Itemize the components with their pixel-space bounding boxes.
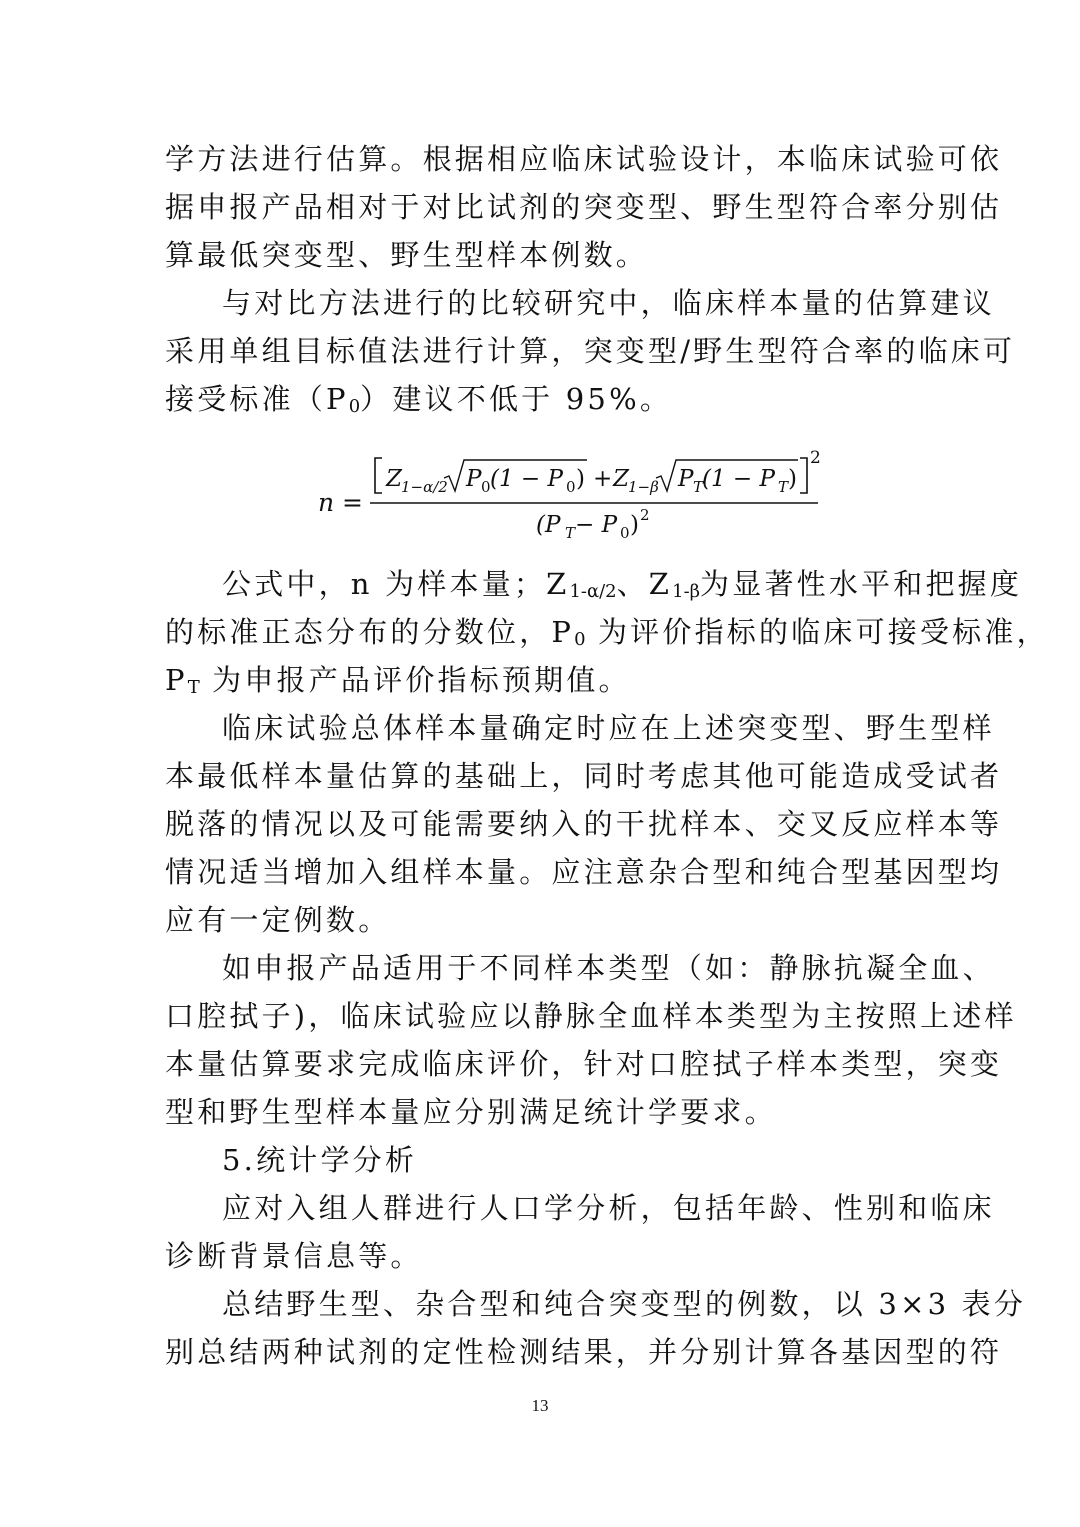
formula-exponent: 2 (810, 448, 821, 468)
page-number: 13 (531, 1396, 549, 1415)
text-line: 别总结两种试剂的定性检测结果，并分别计算各基因型的符 (165, 1335, 1003, 1369)
sample-size-formula (310, 440, 830, 550)
text-line: 本量估算要求完成临床评价，针对口腔拭子样本类型，突变 (165, 1047, 1003, 1081)
text-line: 据申报产品相对于对比试剂的突变型、野生型符合率分别估 (165, 190, 1003, 224)
text-line: 口腔拭子)，临床试验应以静脉全血样本类型为主按照上述样 (165, 999, 1017, 1033)
denominator-sub1: T (565, 524, 576, 542)
text-line-formula-note-3: $P_T$ 为申报产品评价指标预期值。 (165, 663, 631, 698)
root2-rest: (1 − P (702, 466, 775, 492)
plus-sign: + (593, 466, 613, 492)
left-bracket (375, 458, 382, 493)
denominator-open: (P (536, 512, 561, 538)
denominator-mid: − P (575, 512, 618, 538)
denominator-exp: 2 (640, 506, 650, 524)
root2-close: ) (788, 466, 797, 492)
z2: Z (613, 466, 629, 492)
text-line-formula-note-2: 的标准正态分布的分数位，$P_0$ 为评价指标的临床可接受标准， (165, 615, 1049, 650)
text-line: 本最低样本量估算的基础上，同时考虑其他可能造成受试者 (165, 759, 1003, 793)
section-heading: 5.统计学分析 (222, 1143, 418, 1177)
text-line: 临床试验总体样本量确定时应在上述突变型、野生型样 (222, 711, 995, 745)
denominator-close: ) (630, 512, 639, 538)
root1-rest: (1 − P (490, 466, 563, 492)
formula-lhs: n = (318, 488, 363, 517)
text-line: 采用单组目标值法进行计算，突变型/野生型符合率的临床可 (165, 334, 1016, 368)
text-line: 应有一定例数。 (165, 903, 391, 937)
right-bracket (800, 458, 807, 493)
root1-close: ) (576, 466, 585, 492)
text-line: 学方法进行估算。根据相应临床试验设计，本临床试验可依 (165, 142, 1003, 176)
text-line-p0-standard: 接受标准$(P_0)$建议不低于 95%。 (165, 382, 673, 417)
root1-rest-sub: 0 (566, 478, 576, 496)
root1-sub: 0 (481, 478, 491, 496)
z2-sub: 1−β (628, 478, 659, 496)
root1-p: P (466, 466, 482, 492)
z1: Z (386, 466, 402, 492)
text-line: 脱落的情况以及可能需要纳入的干扰样本、交叉反应样本等 (165, 807, 1003, 841)
text-line: 与对比方法进行的比较研究中，临床样本量的估算建议 (222, 286, 995, 320)
text-line: 情况适当增加入组样本量。应注意杂合型和纯合型基因型均 (165, 855, 1003, 889)
text-line: 型和野生型样本量应分别满足统计学要求。 (165, 1095, 777, 1129)
z1-sub: 1−α/2 (401, 478, 448, 496)
root2-p: P (678, 466, 694, 492)
text-line: 如申报产品适用于不同样本类型（如：静脉抗凝全血、 (222, 951, 995, 985)
denominator-sub2: 0 (620, 524, 630, 542)
root2-sub: T (693, 478, 704, 496)
text-line: 总结野生型、杂合型和纯合突变型的例数，以 3×3 表分 (222, 1287, 1027, 1321)
root2-rest-sub: T (778, 478, 789, 496)
text-line: 诊断背景信息等。 (165, 1239, 423, 1273)
text-line: 算最低突变型、野生型样本例数。 (165, 238, 649, 272)
text-line: 应对入组人群进行人口学分析，包括年龄、性别和临床 (222, 1191, 995, 1225)
text-line-formula-note-1: 公式中，n 为样本量；$Z_{1-\alpha/2}$、$Z_{1-\beta}$为显著性水平和把握度 (222, 567, 1023, 602)
